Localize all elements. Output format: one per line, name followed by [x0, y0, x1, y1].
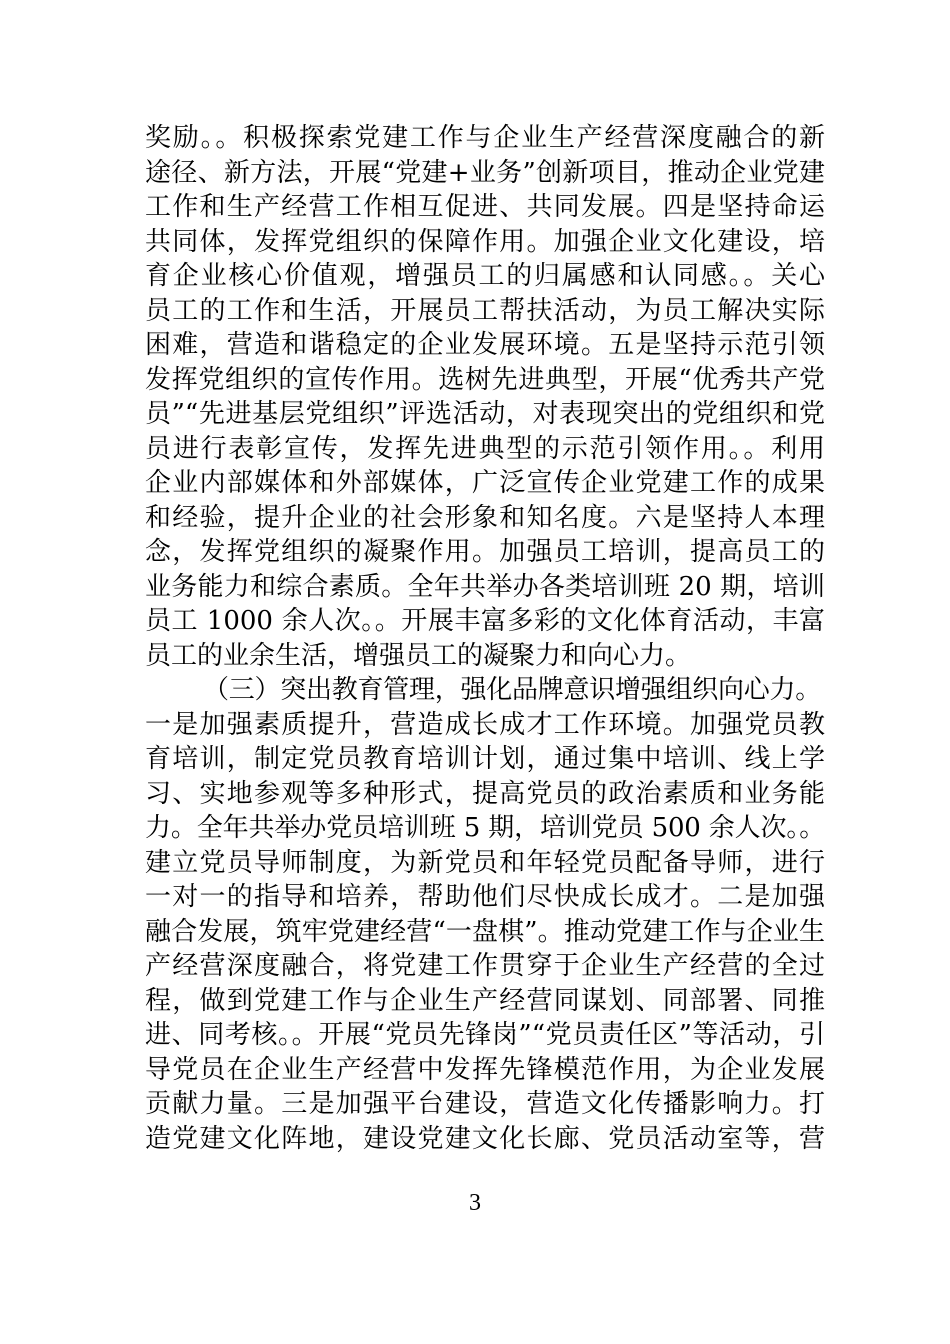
text-line: 和经验，提升企业的社会形象和知名度。六是坚持人本理 — [145, 502, 825, 533]
text-line: 力。全年共举办党员培训班 5 期，培训党员 500 余人次。。 — [145, 813, 825, 843]
text-line: 造党建文化阵地，建设党建文化长廊、党员活动室等，营 — [145, 1123, 825, 1154]
text-line: 进、同考核。。开展“党员先锋岗”“党员责任区”等活动，引 — [145, 1020, 825, 1050]
text-line: 育企业核心价值观，增强员工的归属感和认同感。。关心 — [145, 261, 825, 291]
text-line: 发挥党组织的宣传作用。选树先进典型，开展“优秀共产党 — [145, 364, 825, 395]
text-line: 员”“先进基层党组织”评选活动，对表现突出的党组织和党 — [145, 399, 825, 429]
text-line: 企业内部媒体和外部媒体，广泛宣传企业党建工作的成果 — [145, 468, 825, 498]
text-line: 程，做到党建工作与企业生产经营同谋划、同部署、同推 — [145, 985, 825, 1016]
text-line: 员工 1000 余人次。。开展丰富多彩的文化体育活动，丰富 — [145, 606, 825, 636]
text-line: 育培训，制定党员教育培训计划，通过集中培训、线上学 — [145, 744, 825, 774]
section-heading: （三）突出教育管理，强化品牌意识增强组织向心力。 — [203, 675, 822, 705]
text-line: 导党员在企业生产经营中发挥先锋模范作用，为企业发展 — [145, 1054, 825, 1085]
paragraph-end-line: 员工的业余生活，增强员工的凝聚力和向心力。 — [145, 640, 692, 671]
text-line: 奖励。。积极探索党建工作与企业生产经营深度融合的新 — [145, 123, 825, 153]
body-text — [145, 121, 825, 1156]
text-line: 贡献力量。三是加强平台建设，营造文化传播影响力。打 — [145, 1089, 825, 1119]
text-line: 业务能力和综合素质。全年共举办各类培训班 20 期，培训 — [145, 571, 825, 602]
text-line: 一对一的指导和培养，帮助他们尽快成长成才。二是加强 — [145, 882, 825, 912]
text-line: 共同体，发挥党组织的保障作用。加强企业文化建设，培 — [145, 226, 825, 257]
text-line: 员进行表彰宣传，发挥先进典型的示范引领作用。。利用 — [145, 433, 825, 464]
text-line: 产经营深度融合，将党建工作贯穿于企业生产经营的全过 — [145, 951, 825, 981]
text-line: 一是加强素质提升，营造成长成才工作环境。加强党员教 — [145, 709, 825, 740]
text-line: 员工的工作和生活，开展员工帮扶活动，为员工解决实际 — [145, 295, 825, 326]
text-line: 困难，营造和谐稳定的企业发展环境。五是坚持示范引领 — [145, 330, 825, 360]
text-line: 融合发展，筑牢党建经营“一盘棋”。推动党建工作与企业生 — [145, 916, 825, 947]
text-line: 途径、新方法，开展“党建+业务”创新项目，推动企业党建 — [145, 157, 825, 188]
page-number: 3 — [469, 1190, 481, 1216]
text-line: 念，发挥党组织的凝聚作用。加强员工培训，提高员工的 — [145, 537, 825, 567]
text-line: 建立党员导师制度，为新党员和年轻党员配备导师，进行 — [145, 847, 825, 878]
text-line: 习、实地参观等多种形式，提高党员的政治素质和业务能 — [145, 778, 825, 809]
text-line: 工作和生产经营工作相互促进、共同发展。四是坚持命运 — [145, 192, 825, 222]
